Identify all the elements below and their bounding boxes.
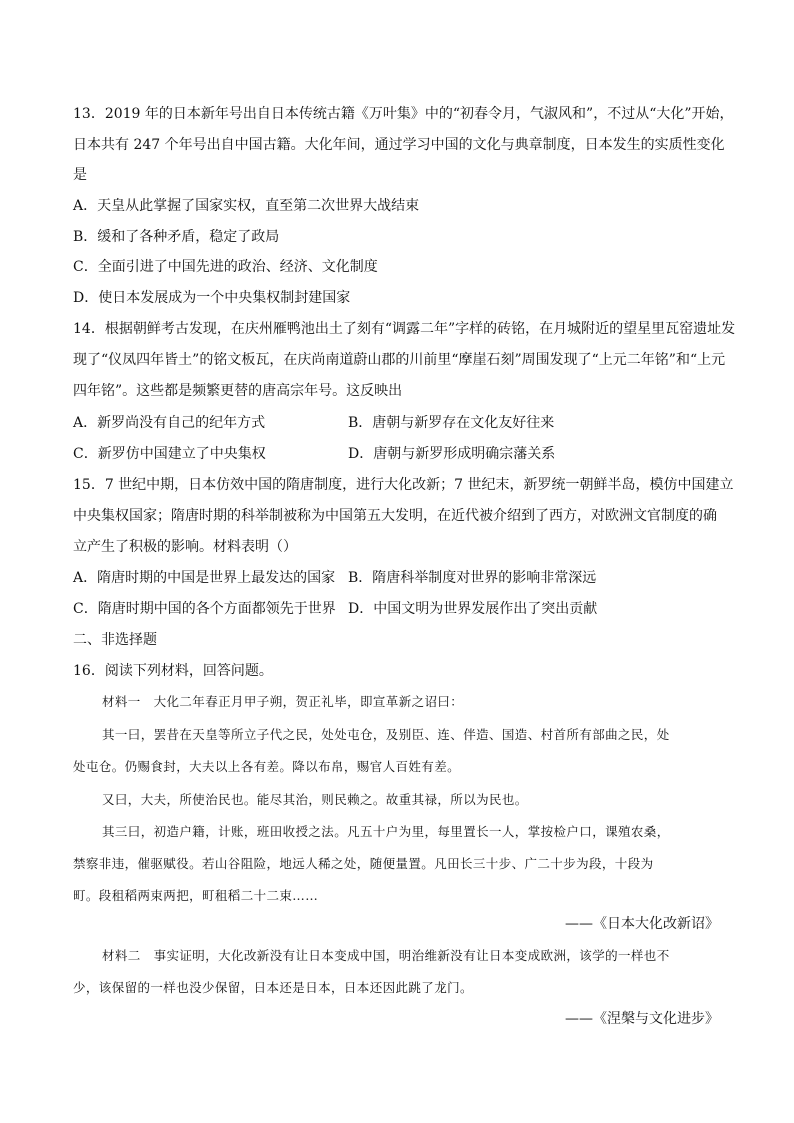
- q14-option-a: A．新罗尚没有自己的纪年方式: [73, 415, 266, 431]
- q13-option-b: B．缓和了各种矛盾，稳定了政局: [73, 229, 280, 245]
- material1-line-1: 材料一 大化二年春正月甲子朔，贺正礼毕，即宣革新之诏曰：: [102, 694, 464, 709]
- material1-line-5: 其三曰，初造户籍，计账，班田收授之法。凡五十户为里，每里置长一人，掌按检户口，课殖农桑，: [102, 824, 670, 839]
- q13-option-d: D．使日本发展成为一个中央集权制封建国家: [73, 290, 351, 306]
- q16-intro: 16．阅读下列材料，回答问题。: [73, 663, 273, 679]
- q13-option-c: C．全面引进了中国先进的政治、经济、文化制度: [73, 259, 378, 275]
- q13-option-a: A．天皇从此掌握了国家实权，直至第二次世界大战结束: [73, 198, 420, 214]
- material2-line-2: 少，该保留的一样也没少保留，日本还是日本，日本还因此跳了龙门。: [73, 980, 473, 995]
- material1-line-4: 又曰，大夫，所使治民也。能尽其治，则民赖之。故重其禄，所以为民也。: [102, 792, 528, 807]
- section-heading: 二、非选择题: [73, 632, 157, 648]
- q13-stem-line-2: 日本共有 247 个年号出自中国古籍。大化年间，通过学习中国的文化与典章制度，日本发生的实质性变化: [73, 137, 725, 153]
- q15-option-a: A．隋唐时期的中国是世界上最发达的国家: [73, 570, 336, 586]
- q14-option-c: C．新罗仿中国建立了中央集权: [73, 446, 266, 462]
- material2-line-1: 材料二 事实证明，大化改新没有让日本变成中国，明治维新没有让日本变成欧洲，该学的一样也不: [102, 948, 670, 963]
- q15-stem-line-1: 15．7 世纪中期，日本仿效中国的隋唐制度，进行大化改新；7 世纪末，新罗统一朝鲜半岛，模仿中国建立: [73, 477, 734, 493]
- q15-stem-line-3: 立产生了积极的影响。材料表明（）: [73, 539, 297, 555]
- q15-stem-line-2: 中央集权国家；隋唐时期的科举制被称为中国第五大发明，在近代被介绍到了西方，对欧洲文官制度的确: [73, 508, 717, 524]
- material1-line-2: 其一曰，罢昔在天皇等所立子代之民，处处屯仓，及别臣、连、伴造、国造、村首所有部曲之民，处: [102, 727, 670, 742]
- q15-option-c: C．隋唐时期中国的各个方面都领先于世界: [73, 601, 336, 617]
- material1-line-3: 处屯仓。仍赐食封，大夫以上各有差。降以布帛，赐官人百姓有差。: [73, 759, 461, 774]
- q15-option-d: D．中国文明为世界发展作出了突出贡献: [348, 601, 598, 617]
- q13-stem-line-3: 是: [73, 167, 87, 183]
- material1-line-6: 禁察非违，催驱赋役。若山谷阻险，地远人稀之处，随便量置。凡田长三十步、广二十步为段，十段为: [73, 856, 654, 871]
- material2-source: ——《涅槃与文化进步》: [565, 1011, 719, 1027]
- q14-stem-line-1: 14．根据朝鲜考古发现，在庆州雁鸭池出土了刻有“调露二年”字样的砖铭，在月城附近的望星里瓦窑遗址发: [73, 321, 736, 337]
- q14-stem-line-2: 现了“仪凤四年皆土”的铭文板瓦，在庆尚南道蔚山郡的川前里“摩崖石刻”周围发现了“上元二年铭”和“上元: [73, 352, 726, 368]
- material1-source: ——《日本大化改新诏》: [565, 916, 719, 932]
- q14-option-b: B．唐朝与新罗存在文化友好往来: [348, 415, 555, 431]
- q14-stem-line-3: 四年铭”。这些都是频繁更替的唐高宗年号。这反映出: [73, 383, 403, 399]
- q15-option-b: B．隋唐科举制度对世界的影响非常深远: [348, 570, 597, 586]
- q14-option-d: D．唐朝与新罗形成明确宗藩关系: [348, 446, 556, 462]
- q13-stem-line-1: 13．2019 年的日本新年号出自日本传统古籍《万叶集》中的“初春令月，气淑风和”，不过从“大化”开始，: [73, 106, 734, 122]
- material1-line-7: 町。段租稻两束两把，町租稻二十二束……: [73, 888, 319, 903]
